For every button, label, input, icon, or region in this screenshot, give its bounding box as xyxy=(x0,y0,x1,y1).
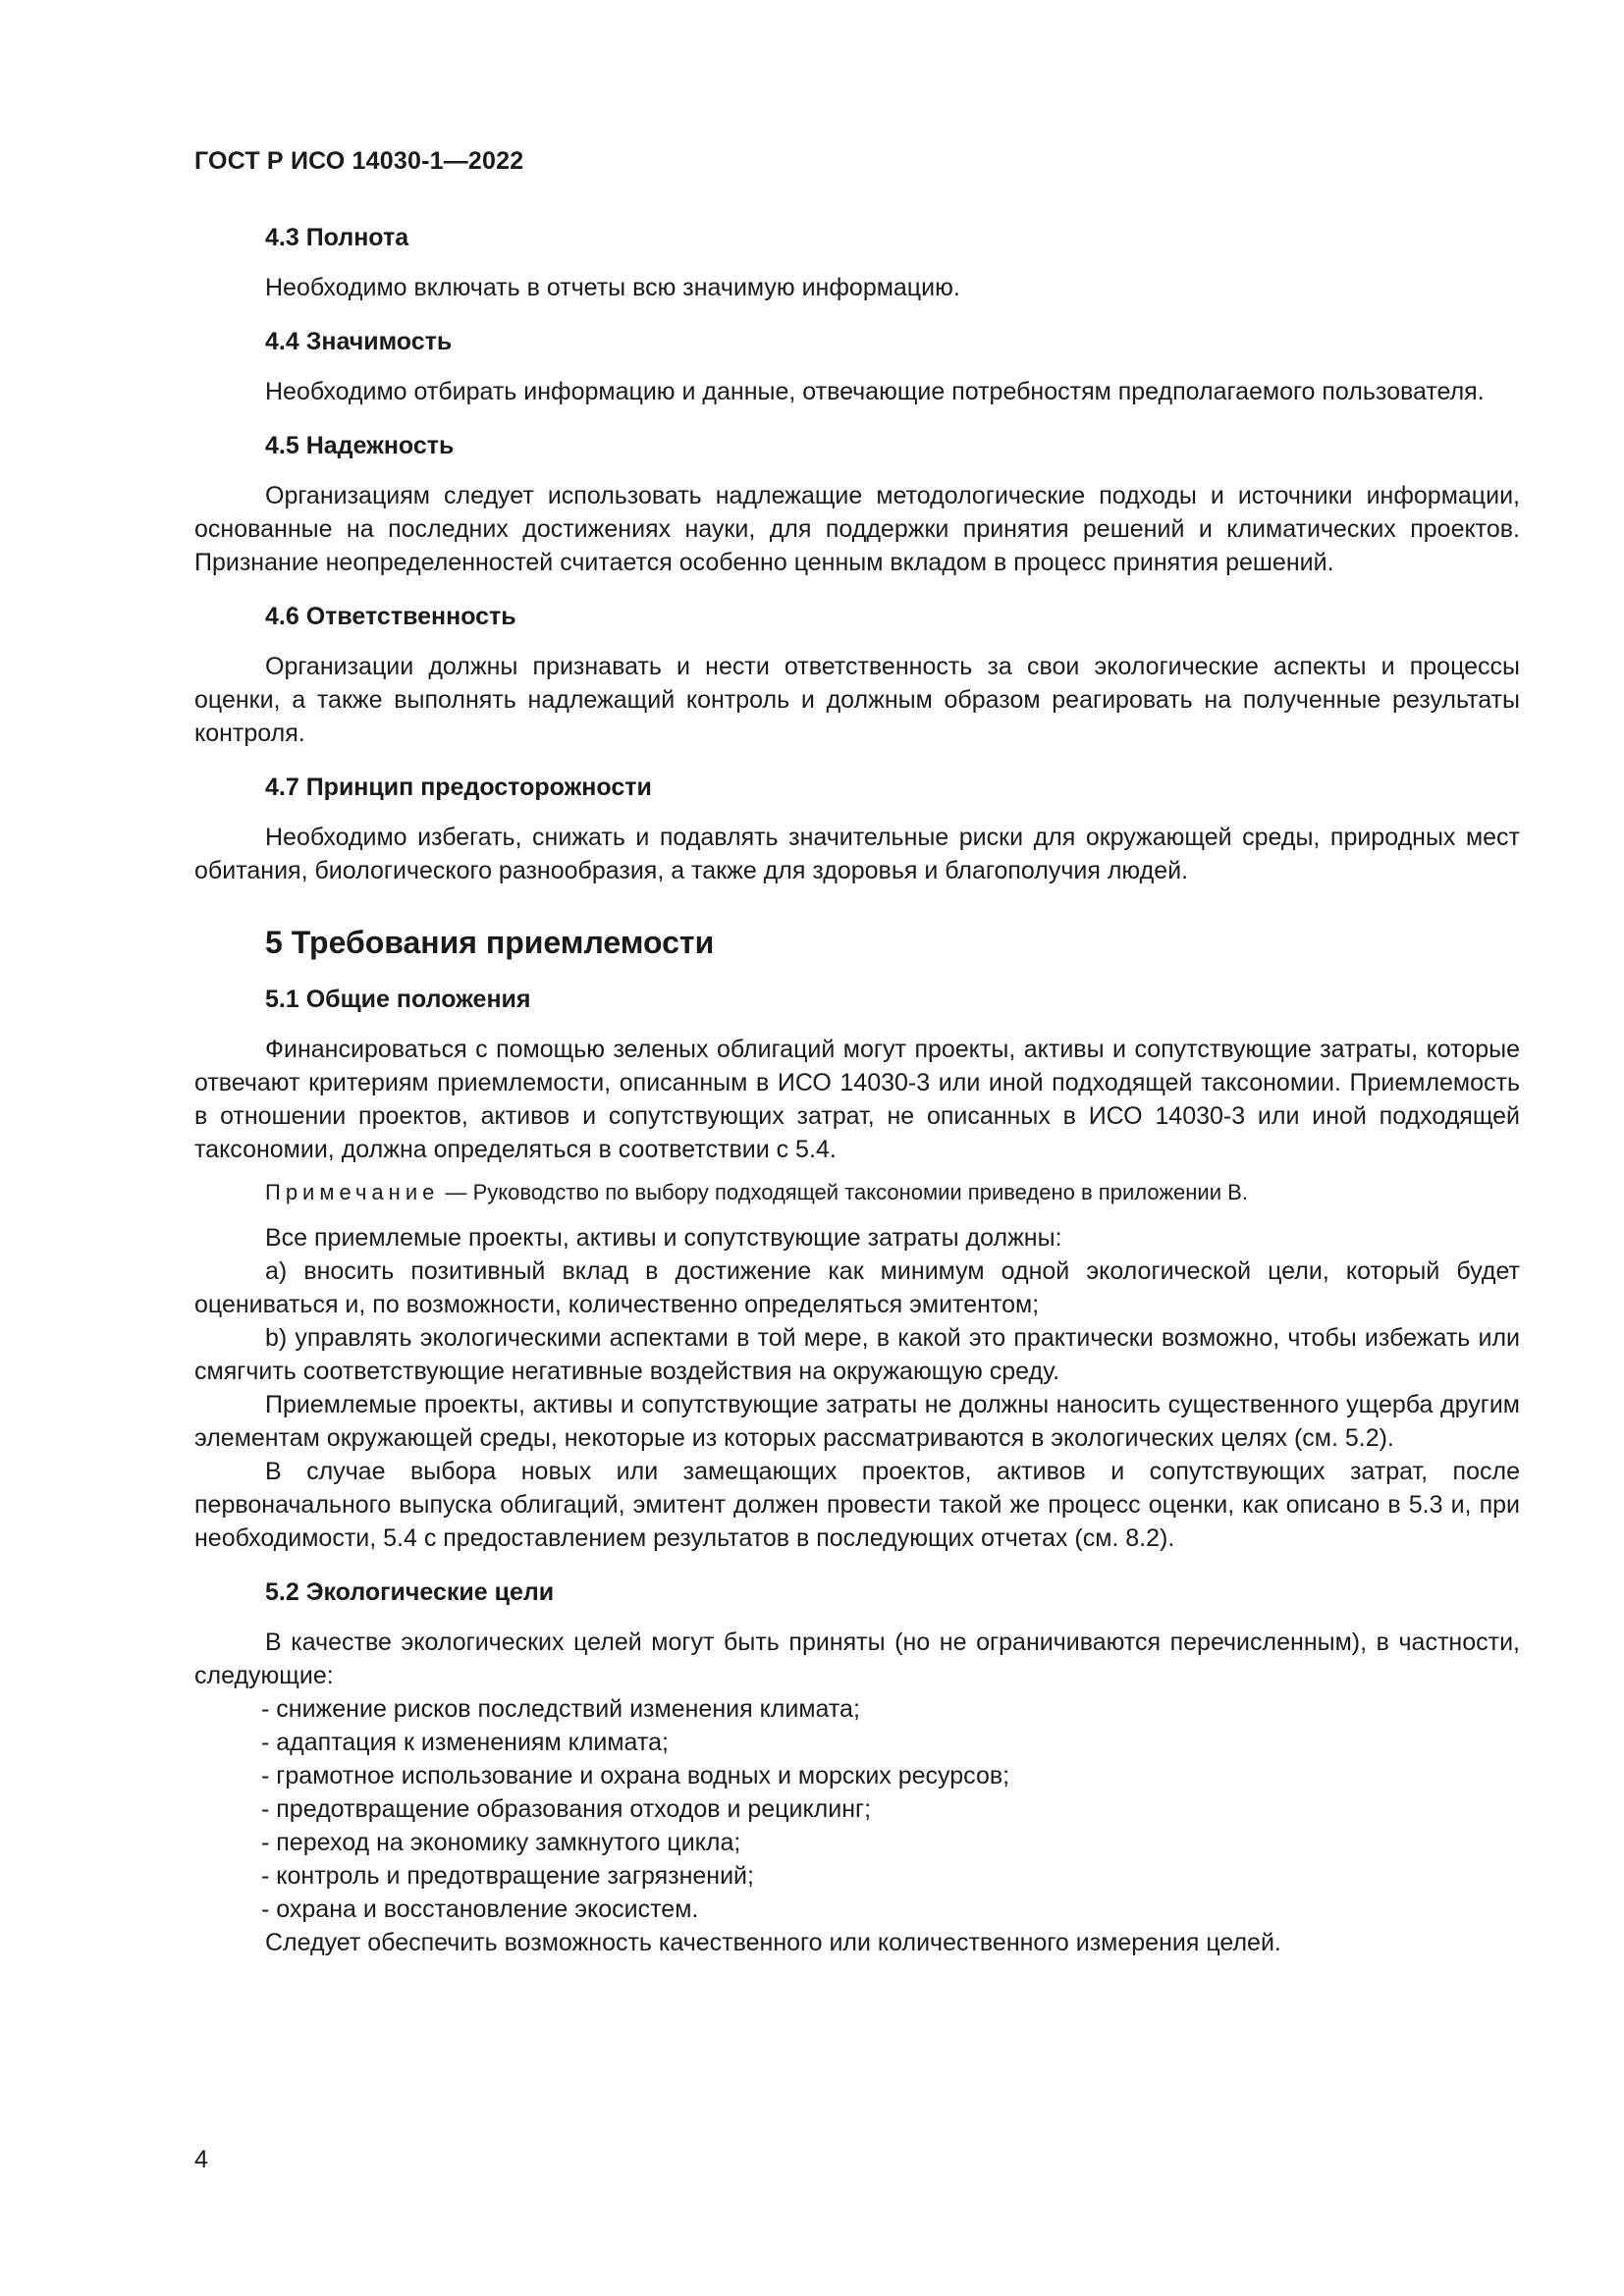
note xyxy=(194,1178,1520,1207)
list-item-b: b) управлять экологическими аспектами в той мере, в какой это практически возможно, чтобы избежать или смягчить соответствующие негативные воздействия на окружающую среду. xyxy=(194,1324,1520,1385)
list-item: - контроль и предотвращение загрязнений; xyxy=(261,1862,754,1890)
page-number: 4 xyxy=(194,2146,208,2173)
paragraph-4-3: Необходимо включать в отчеты всю значимую информацию. xyxy=(265,274,960,301)
list-item: - переход на экономику замкнутого цикла; xyxy=(261,1829,741,1856)
paragraph-5-1-replacement: В случае выбора новых или замещающих проектов, активов и сопутствующих затрат, после первоначального выпуска облигаций, эмитент должен провести такой же процесс оценки, как описано в 5.3 и, при необходимости, 5.4 с предоставлением результатов в последующих отчетах (см. 8.2). xyxy=(194,1458,1520,1552)
paragraph-5-1-harm: Приемлемые проекты, активы и сопутствующие затраты не должны наносить существенного ущерба другим элементам окружающей среды, некоторые из которых рассматриваются в экологических целях (см. 5.2). xyxy=(194,1391,1520,1452)
paragraph-4-7: Необходимо избегать, снижать и подавлять значительные риски для окружающей среды, природных мест обитания, биологического разнообразия, а также для здоровья и благополучия людей. xyxy=(194,824,1520,884)
paragraph-5-2-closing: Следует обеспечить возможность качественного или количественного измерения целей. xyxy=(265,1929,1281,1956)
paragraph-4-4: Необходимо отбирать информацию и данные, отвечающие потребностям предполагаемого пользователя. xyxy=(265,378,1485,405)
paragraph-4-5: Организациям следует использовать надлежащие методологические подходы и источники информации, основанные на последних достижениях науки, для поддержки принятия решений и климатических проектов. Признание неопределенностей считается особенно ценным вкладом в процесс принятия решений. xyxy=(194,482,1520,576)
list-item: - снижение рисков последствий изменения климата; xyxy=(261,1695,860,1723)
list-item-a: a) вносить позитивный вклад в достижение как минимум одной экологической цели, который будет оцениваться и, по возможности, количественно определяться эмитентом; xyxy=(194,1257,1520,1318)
list-item: - предотвращение образования отходов и рециклинг; xyxy=(261,1795,872,1823)
heading-5-2: 5.2 Экологические цели xyxy=(265,1578,555,1606)
paragraph-4-6: Организации должны признавать и нести ответственность за свои экологические аспекты и процессы оценки, а также выполнять надлежащий контроль и должным образом реагировать на полученные результаты контроля. xyxy=(194,653,1520,747)
heading-4-6: 4.6 Ответственность xyxy=(265,603,516,630)
heading-5-1: 5.1 Общие положения xyxy=(265,986,531,1013)
list-item: - адаптация к изменениям климата; xyxy=(261,1729,669,1756)
heading-4-5: 4.5 Надежность xyxy=(265,432,455,459)
note-label: Примечание xyxy=(265,1180,440,1204)
heading-4-4: 4.4 Значимость xyxy=(265,328,453,355)
paragraph-5-2-intro: В качестве экологических целей могут быть приняты (но не ограничиваются перечисленным), в частности, следующие: xyxy=(194,1629,1520,1689)
heading-5: 5 Требования приемлемости xyxy=(265,925,715,960)
heading-4-7: 4.7 Принцип предосторожности xyxy=(265,774,652,801)
heading-4-3: 4.3 Полнота xyxy=(265,224,409,251)
list-item: - охрана и восстановление экосистем. xyxy=(261,1896,699,1923)
paragraph-5-1-intro: Финансироваться с помощью зеленых облигаций могут проекты, активы и сопутствующие затраты, которые отвечают критериям приемлемости, описанным в ИСО 14030-3 или иной подходящей таксономии. Приемлемость в отношении проектов, активов и сопутствующих затрат, не описанных в ИСО 14030-3 или иной подходящей таксономии, должна определяться в соответствии с 5.4. xyxy=(194,1036,1520,1163)
document-code-header: ГОСТ Р ИСО 14030-1—2022 xyxy=(194,147,524,175)
environmental-goals-list xyxy=(194,1692,1520,1926)
paragraph-5-1-requirements: Все приемлемые проекты, активы и сопутствующие затраты должны: xyxy=(265,1224,1062,1252)
document-body xyxy=(194,222,1520,1959)
note-text: — Руководство по выбору подходящей таксономии приведено в приложении В. xyxy=(439,1180,1248,1204)
list-item: - грамотное использование и охрана водных и морских ресурсов; xyxy=(261,1762,1010,1789)
